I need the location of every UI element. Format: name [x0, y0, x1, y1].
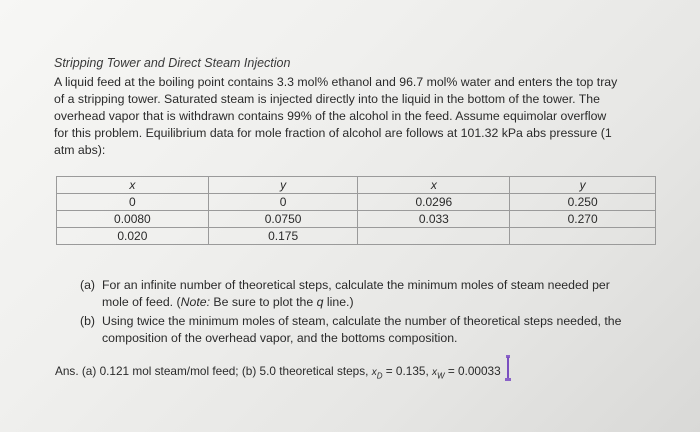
intro-line: overhead vapor that is withdrawn contains 99% of the alcohol in the feed. Assume equimolar overflow: [54, 109, 607, 123]
table-cell: 0.0750: [208, 211, 358, 228]
xd-subscript: D: [376, 371, 383, 381]
table-row: [57, 211, 656, 228]
question-text: [102, 313, 670, 347]
q-symbol: q: [316, 295, 324, 309]
table-cell: 0.020: [57, 228, 209, 245]
text-cursor-icon: [504, 355, 512, 381]
table-cell: 0.0296: [358, 194, 510, 211]
question-line: line.): [323, 295, 354, 309]
question-b: [80, 313, 670, 347]
table-cell: 0.033: [358, 211, 510, 228]
question-line: For an infinite number of theoretical steps, calculate the minimum moles of steam needed per: [102, 278, 610, 292]
question-label: (a): [80, 278, 96, 292]
intro-line: A liquid feed at the boiling point contains 3.3 mol% ethanol and 96.7 mol% water and enters the top tray: [54, 75, 618, 89]
question-label: (b): [80, 314, 96, 328]
xd-symbol: x: [371, 367, 377, 378]
intro-paragraph: [54, 74, 664, 159]
answer-prefix: Ans. (a) 0.121 mol steam/mol feed; (b) 5.0 theoretical steps,: [55, 364, 372, 378]
question-text: [102, 277, 670, 311]
table-row: [57, 228, 656, 245]
intro-line: for this problem. Equilibrium data for mole fraction of alcohol are follows at 101.32 kPa abs pressure (1: [54, 126, 612, 140]
column-header-y: y: [510, 177, 656, 194]
question-line: composition of the overhead vapor, and the bottoms composition.: [102, 331, 458, 345]
intro-line: atm abs):: [54, 143, 106, 157]
table-cell: 0.0080: [57, 211, 209, 228]
column-header-y: y: [208, 177, 358, 194]
table-cell: [358, 228, 510, 245]
question-a: [80, 277, 670, 311]
table-cell: 0: [208, 194, 358, 211]
table-cell: [510, 228, 656, 245]
note-word: Note:: [180, 295, 211, 309]
table-cell: 0.270: [510, 211, 656, 228]
xd-value: = 0.135,: [382, 364, 433, 378]
question-line: Be sure to plot the: [210, 295, 317, 309]
table-cell: 0: [57, 194, 209, 211]
column-header-x: x: [358, 177, 510, 194]
question-list: [80, 277, 670, 349]
question-line: Using twice the minimum moles of steam, calculate the number of theoretical steps needed, the: [102, 314, 622, 328]
question-line: mole of feed. (: [102, 295, 181, 309]
equilibrium-table: [56, 176, 656, 245]
xw-value: = 0.00033: [444, 364, 501, 378]
document-title: Stripping Tower and Direct Steam Injection: [54, 56, 291, 70]
xw-subscript: W: [437, 371, 445, 381]
xw-symbol: x: [432, 367, 438, 378]
table-header-row: [57, 177, 656, 194]
intro-line: of a stripping tower. Saturated steam is injected directly into the liquid in the bottom of the tower. The: [54, 92, 600, 106]
answer-line: [55, 364, 501, 380]
column-header-x: x: [57, 177, 209, 194]
table-row: [57, 194, 656, 211]
table-cell: 0.175: [208, 228, 358, 245]
table-cell: 0.250: [510, 194, 656, 211]
